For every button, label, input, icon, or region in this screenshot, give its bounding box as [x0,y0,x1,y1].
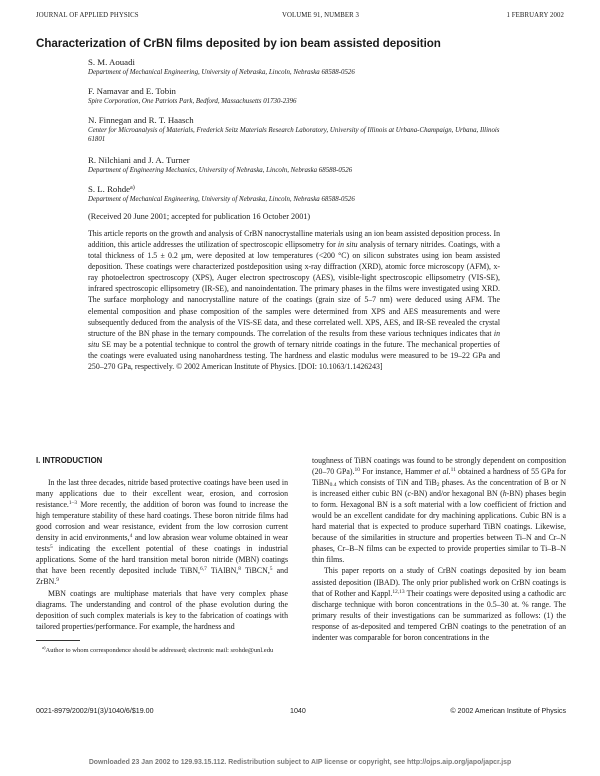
volume-number: VOLUME 91, NUMBER 3 [282,12,360,19]
author-names: S. M. Aouadi [88,57,135,67]
page-number: 1040 [290,707,306,715]
author-group-5 [88,184,558,204]
right-column [312,455,566,643]
footnote: $^{a)}$Author to whom correspondence should be addressed; electronic mail: srohde@unl.edu [42,645,274,654]
author-affiliation: Spire Corporation, One Patriots Park, Bedford, Massachusetts 01730-2396 [88,98,297,105]
footnote-mark: a) [130,185,135,191]
received-dates: (Received 20 June 2001; accepted for publication 16 October 2001) [88,212,311,221]
intro-paragraph-3: This paper reports on a study of CrBN coatings deposited by ion beam assisted deposition (IBAD). The only prior published work on CrBN coatings is that of Rother and Kappl.$^{12,13}$ Their coatings were deposited using a cathodic arc discharge technique with boron concentrations in the 0.5–30 at. % range. The primary results of their investigations can be summarized as follows: (1) the response of as-deposited and tempered CrBN coatings to the penetration of an indenter was comparable for boron concentrations in the [312,566,566,642]
author-names: R. Nilchiani and J. A. Turner [88,155,190,165]
intro-paragraph-1: In the last three decades, nitride based protective coatings have been used in many applications due to their excellent wear, erosion, and corrosion resistance.$^{1-3}$ More recently, the addition of boron was found to increase the high temperature stability of these hard coatings. These boron nitride films had good corrosion and wear resistance, evident from the low corrosion current density in acid environments,$^4$ and low abrasion wear volume obtained in wear tests$^5$ indicating the excellent potential of these coatings in industrial applications. Some of the hard transition metal boron nitride (MBN) coatings that have been recently deposited include TiBN,$^{6,7}$ TiAlBN,$^8$ TiBCN,$^5$ and ZrBN.$^9$ [36,478,288,587]
author-names: N. Finnegan and R. T. Haasch [88,115,194,125]
author-affiliation: Department of Mechanical Engineering, University of Nebraska, Lincoln, Nebraska 68588-0526 [88,69,355,76]
journal-name: JOURNAL OF APPLIED PHYSICS [36,12,139,19]
intro-paragraph-2: MBN coatings are multiphase materials that have very complex phase diagrams. The understanding and control of the phase evolution during the deposition of such complex materials is key to the fabrication of coatings with tailored properties/performance. For example, the hardness and [36,588,288,631]
abstract: This article reports on the growth and analysis of CrBN nanocrystalline materials using an ion beam assisted deposition process. In addition, this article addresses the utilization of spectroscopic ellipsometry for in situ analysis of ternary nitrides. Coatings, with a total thickness of 1.5 ± 0.2 μm, were deposited at low temperatures (<200 °C) on silicon substrates using ion beam assisted deposition. These coatings were characterized postdeposition using x-ray diffraction (XRD), atomic force microscopy (AFM), x-ray photoelectron spectroscopy (XPS), Auger electron spectroscopy (AES), visible-light spectroscopic ellipsometry (VIS-SE), infrared spectroscopic ellipsometry (IR-SE), and nanoindentation. The primary phases in the films were investigated using XRD. The surface morphology and nanocrystalline nature of the coatings (grain size of 5–7 nm) were deduced using AFM. The elemental composition and phase composition of the samples were determined from XPS and AES measurements and were subsequently deduced from the analysis of the VIS-SE data, and these correlated well. XPS, AES, and IR-SE revealed the crystal structure of the BN phase in the ternary compounds. The correlation of the results from these various techniques indicates that in situ SE may be a potential technique to control the growth of ternary nitride coatings in the future. The mechanical properties of the coatings were evaluated using nanohardness testing. The hardness and elastic modulus were measured to be 19–22 GPa and 250–270 GPa, respectively. © 2002 American Institute of Physics. [DOI: 10.1063/1.1426243] [88,229,500,371]
author-group-2 [88,86,558,106]
footnote-rule [36,640,80,641]
download-notice: Downloaded 23 Jan 2002 to 129.93.15.112. Redistribution subject to AIP license or copyright, see http://ojps.aip.org/japo/japcr.jsp [88,759,512,766]
author-affiliation: Department of Engineering Mechanics, University of Nebraska, Lincoln, Nebraska 68588-0526 [88,167,353,174]
author-group-4 [88,155,558,175]
article-title: Characterization of CrBN films deposited by ion beam assisted deposition [36,37,441,50]
copyright: © 2002 American Institute of Physics [450,707,566,715]
section-heading: I. INTRODUCTION [36,456,103,465]
author-affiliation: Center for Microanalysis of Materials, Frederick Seitz Materials Research Laboratory, University of Illinois at Urbana-Champaign, Urbana, Illinois 61801 [88,127,500,143]
article-code: 0021-8979/2002/91(3)/1040/6/$19.00 [36,707,154,715]
author-names-rohde: S. L. Rohde$^{a)}$ [88,184,135,194]
intro-paragraph-continued: toughness of TiBN coatings was found to be strongly dependent on composition (20–70 GPa).$^{10}$ For instance, Hammer et al.$^{11}$ obtained a hardness of 55 GPa for TiBN$_{0.4}$ which consists of TiN and TiB$_2$ phases. As the concentration of B or N is increased either cubic BN (c-BN) and/or hexagonal BN (h-BN) phases begin to form. Hexagonal BN is a soft material with a low coefficient of friction and would be an excellent candidate for dry machining applications. Cubic BN is a hard material that is expected to produce superhard TiBN coatings. Likewise, because of the similarities in structure and properties between Ti–N and Cr–N phases, Cr–B–N films can be expected to provide properties similar to Ti–B–N thin films. [312,456,567,565]
author-group-3 [88,115,558,144]
author-group-1 [88,57,558,77]
author-affiliation: Department of Mechanical Engineering, University of Nebraska, Lincoln, Nebraska 68588-0526 [88,196,355,203]
issue-date: 1 FEBRUARY 2002 [506,12,564,19]
left-column [36,455,288,632]
author-names: F. Namavar and E. Tobin [88,86,176,96]
